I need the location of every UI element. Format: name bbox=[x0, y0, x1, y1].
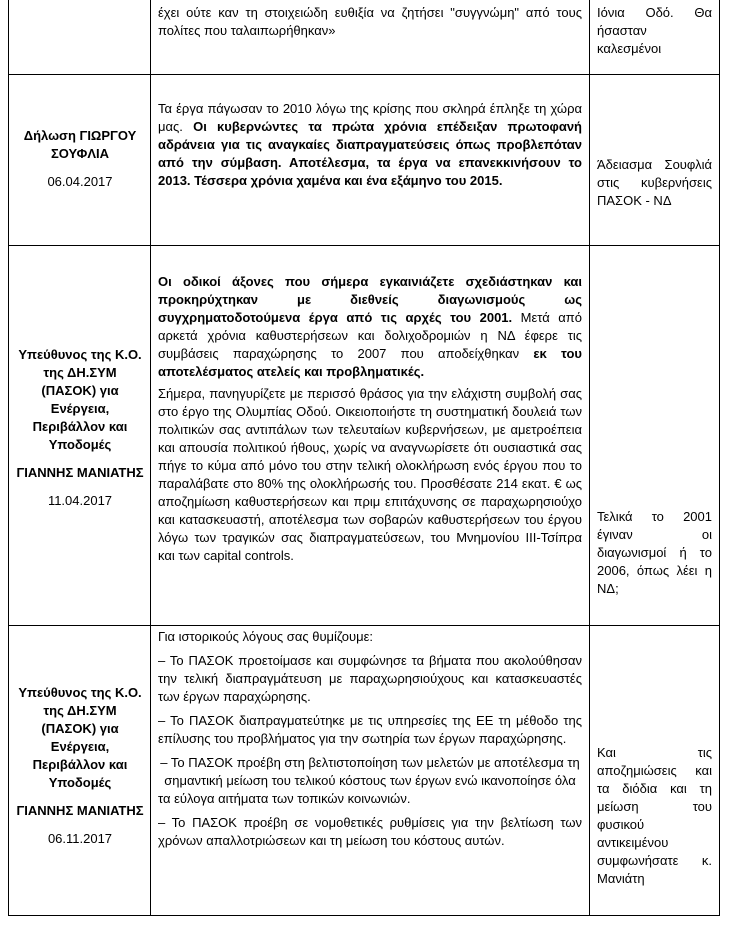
table-divider-comment bbox=[589, 0, 590, 916]
row-4-comment: Και τις αποζημιώσεις και τα διόδια και τη μείωση του φυσικού αντικειμένου συμφωνήσατε κ. Μανιάτη bbox=[597, 745, 712, 886]
text-run: Μετά από αρκετά χρόνια καθυστερήσεων και δολιχοδρομιών η ΝΔ έφερε τις συμβάσεις παραχώρησης το 2007 που αποδείχθηκαν bbox=[158, 310, 582, 361]
text-run: – Το ΠΑΣΟΚ προετοίμασε και συμφώνησε τα βήματα που ακολούθησαν την τελική διαπραγμάτευση με παραχωρησιούχους και κατασκευαστές των έργων παραχώρησης. bbox=[158, 653, 582, 704]
table-border-left bbox=[8, 0, 9, 916]
row-divider-2 bbox=[8, 245, 720, 246]
text-run: Σήμερα, πανηγυρίζετε με περισσό θράσος για την ελάχιστη συμβολή σας στο έργο της Ολυμπίας Οδού. Οικειοποιήστε τη συστηματική δουλειά των πολιτικών σας αντιπάλων των τελευταίων κυβερνήσεων, με αμετροέπεια και απουσία πολιτικού ήθους, χωρίς να αναγνωρίσετε ότι ουσιαστικά σας πήγε το κύμα από μόνο του στην τελική ολοκλήρωση ενός έργου που το παραλάβατε στο 80% της ολοκλήρωσής του. Προσθέσατε 214 εκατ. € ως αποζημίωση καθυστερήσεων και πριμ επιτάχυνσης σε παραχωρησιούχο και κατασκευαστή, αποτέλεσμα των σοβαρών καθυστερήσεων του έργου λόγω των τραγικών σας διαπραγματεύσεων, του Μνημονίου ΙΙΙ-Τσίπρα και των capital controls. bbox=[158, 386, 582, 563]
statement-paragraph bbox=[158, 814, 582, 850]
text-run: Τα έργα πάγωσαν το 2010 λόγω της κρίσης που σκληρά έπληξε τη χώρα μας. bbox=[158, 101, 582, 134]
row-3-statement bbox=[158, 273, 582, 565]
row-2-statement bbox=[158, 100, 582, 190]
text-run: – Το ΠΑΣΟΚ προέβη σε νομοθετικές ρυθμίσεις για την βελτίωση των χρόνων απαλλοτριώσεων και τη μείωση του κόστους αυτών. bbox=[158, 815, 582, 848]
text-run: – Το ΠΑΣΟΚ προέβη στη βελτιστοποίηση των μελετών με αποτέλεσμα τη σημαντική μείωση του τελικού κόστους των έργων ενώ ικανοποίησε όλα τα εύλογα αιτήματα των τοπικών κοινωνιών. bbox=[158, 755, 580, 806]
statement-paragraph bbox=[158, 385, 582, 565]
row-4-speaker bbox=[16, 684, 144, 848]
text-run: Για ιστορικούς λόγους σας θυμίζουμε: bbox=[158, 629, 374, 644]
row-2-speaker bbox=[16, 127, 144, 191]
table-divider-speaker bbox=[150, 0, 151, 916]
statement-paragraph bbox=[158, 754, 582, 808]
statement-paragraph bbox=[158, 652, 582, 706]
row-divider-3 bbox=[8, 625, 720, 626]
table-border-bottom bbox=[8, 915, 720, 916]
speaker-title: Υπεύθυνος της Κ.Ο. της ΔΗ.ΣΥΜ (ΠΑΣΟΚ) για Ενέργεια, Περιβάλλον και Υποδομές bbox=[18, 347, 142, 452]
row-1-comment: Ιόνια Οδό. Θα ήσασταν καλεσμένοι bbox=[597, 5, 712, 56]
speaker-name: ΓΙΑΝΝΗΣ ΜΑΝΙΑΤΗΣ bbox=[16, 803, 144, 818]
bold-text-run: εκ του αποτελέσματος ατελείς και προβληματικές. bbox=[158, 346, 582, 379]
row-3-comment: Τελικά το 2001 έγιναν οι διαγωνισμοί ή το 2006, όπως λέει η ΝΔ; bbox=[597, 509, 712, 596]
statement-paragraph bbox=[158, 273, 582, 381]
row-4-statement bbox=[158, 628, 582, 850]
row-2-comment: Άδειασμα Σουφλιά στις κυβερνήσεις ΠΑΣΟΚ - ΝΔ bbox=[597, 157, 712, 208]
speaker-date: 11.04.2017 bbox=[47, 493, 113, 508]
statement-paragraph bbox=[158, 4, 582, 40]
table-border-right bbox=[719, 0, 720, 916]
row-3-speaker bbox=[16, 346, 144, 510]
speaker-title: Υπεύθυνος της Κ.Ο. της ΔΗ.ΣΥΜ (ΠΑΣΟΚ) για Ενέργεια, Περιβάλλον και Υποδομές bbox=[18, 685, 142, 790]
statement-paragraph bbox=[158, 628, 582, 646]
bold-text-run: Οι κυβερνώντες τα πρώτα χρόνια επέδειξαν πρωτοφανή αδράνεια για τις αναγκαίες διαπραγματεύσεις όπως προβλεπόταν από την σύμβαση. Αποτέλεσμα, τα έργα να επανεκκινήσουν το 2013. Τέσσερα χρόνια χαμένα και ένα εξάμηνο του 2015. bbox=[158, 119, 582, 188]
row-divider-1 bbox=[8, 74, 720, 75]
statement-paragraph bbox=[158, 100, 582, 190]
bold-text-run: Οι οδικοί άξονες που σήμερα εγκαινιάζετε σχεδιάστηκαν και προκηρύχτηκαν με διεθνείς διαγωνισμούς ως συγχρηματοδοτούμενα έργα από τις αρχές του 2001. bbox=[158, 274, 582, 325]
speaker-title: Δήλωση ΓΙΩΡΓΟΥ ΣΟΥΦΛΙΑ bbox=[23, 128, 137, 161]
row-1-statement bbox=[158, 4, 582, 40]
speaker-date: 06.11.2017 bbox=[47, 831, 113, 846]
speaker-name: ΓΙΑΝΝΗΣ ΜΑΝΙΑΤΗΣ bbox=[16, 465, 144, 480]
speaker-date: 06.04.2017 bbox=[47, 174, 113, 189]
statement-paragraph bbox=[158, 712, 582, 748]
text-run: έχει ούτε καν τη στοιχειώδη ευθιξία να ζητήσει "συγγνώμη" από τους πολίτες που ταλαιπωρήθηκαν» bbox=[158, 5, 582, 38]
text-run: – Το ΠΑΣΟΚ διαπραγματεύτηκε με τις υπηρεσίες της ΕΕ τη μέθοδο της επίλυσης του προβλήματος για την σωτηρία των έργων παραχώρησης. bbox=[158, 713, 582, 746]
